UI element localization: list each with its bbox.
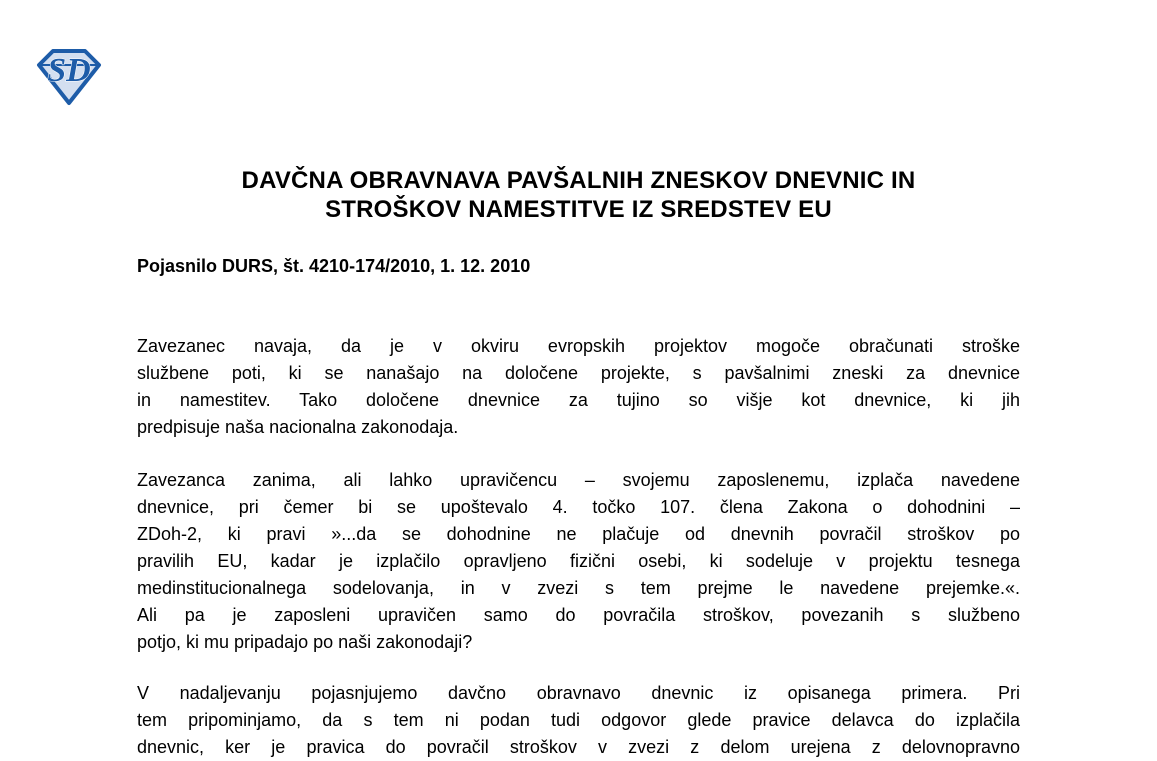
body-line-clipped: dnevnic, ker je pravica do povračil stroškov v zvezi z delom urejena z delovnopravno <box>137 737 1020 757</box>
body-line: medinstitucionalnega sodelovanja, in v zvezi s tem prejme le navedene prejemke.«. <box>137 578 1020 598</box>
document-subtitle: Pojasnilo DURS, št. 4210-174/2010, 1. 12. 2010 <box>137 256 531 276</box>
paragraph-1 <box>137 333 1020 441</box>
body-line: dnevnice, pri čemer bi se upoštevalo 4. točko 107. člena Zakona o dohodnini – <box>137 497 1020 517</box>
document-title <box>137 166 1020 224</box>
sd-diamond-icon <box>36 48 102 106</box>
paragraph-2 <box>137 467 1020 656</box>
sd-logo-letters: SD <box>47 52 91 89</box>
body-line: pravilih EU, kadar je izplačilo opravljeno fizični osebi, ki sodeluje v projektu tesnega <box>137 551 1020 571</box>
body-line: Zavezanca zanima, ali lahko upravičencu – svojemu zaposlenemu, izplača navedene <box>137 470 1020 490</box>
body-line: tem pripominjamo, da s tem ni podan tudi odgovor glede pravice delavca do izplačila <box>137 710 1020 730</box>
body-line: V nadaljevanju pojasnjujemo davčno obravnavo dnevnic iz opisanega primera. Pri <box>137 683 1020 703</box>
body-line: potjo, ki mu pripadajo po naši zakonodaji? <box>137 632 473 652</box>
document-content <box>137 0 1020 761</box>
body-line: službene poti, ki se nanašajo na določene projekte, s pavšalnimi zneski za dnevnice <box>137 363 1020 383</box>
title-line-1: DAVČNA OBRAVNAVA PAVŠALNIH ZNESKOV DNEVNIC IN <box>241 167 916 194</box>
sd-logo <box>36 48 102 106</box>
body-line: ZDoh-2, ki pravi »...da se dohodnine ne plačuje od dnevnih povračil stroškov po <box>137 524 1020 544</box>
body-line: in namestitev. Tako določene dnevnice za tujino so višje kot dnevnice, ki jih <box>137 390 1020 410</box>
paragraph-3 <box>137 680 1020 761</box>
title-line-2: STROŠKOV NAMESTITVE IZ SREDSTEV EU <box>325 196 832 223</box>
body-line: Zavezanec navaja, da je v okviru evropskih projektov mogoče obračunati stroške <box>137 336 1020 356</box>
body-line: predpisuje naša nacionalna zakonodaja. <box>137 417 459 437</box>
body-line: Ali pa je zaposleni upravičen samo do povračila stroškov, povezanih s službeno <box>137 605 1020 625</box>
